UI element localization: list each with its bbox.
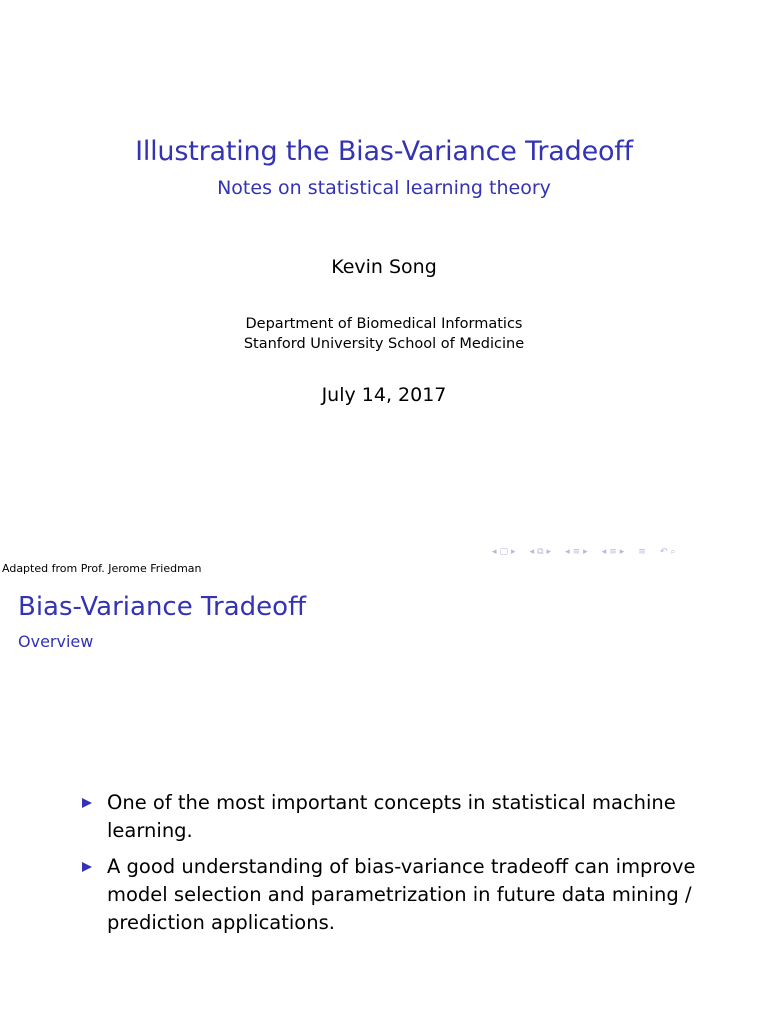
arrow-right-icon[interactable]: ▸ bbox=[619, 547, 625, 557]
arrow-right-icon[interactable]: ▸ bbox=[511, 547, 516, 557]
frame-icon[interactable]: ▢ bbox=[499, 547, 509, 557]
arrow-left-icon[interactable]: ◂ bbox=[565, 547, 570, 557]
search-icon[interactable]: ⌕ bbox=[670, 547, 676, 557]
institute-line-2: Stanford University School of Medicine bbox=[243, 336, 525, 352]
triangle-bullet-icon bbox=[82, 798, 92, 808]
institute-line-1: Department of Biomedical Informatics bbox=[245, 316, 523, 332]
author-name: Kevin Song bbox=[331, 256, 437, 278]
list-item bbox=[82, 789, 722, 845]
subsection-icon[interactable]: ⧉ bbox=[537, 547, 544, 557]
overview-slide bbox=[0, 576, 768, 1024]
navigation-bar bbox=[492, 544, 762, 560]
bullet-text: A good understanding of bias-variance tradeoff can improve model selection and parametrization in future data mining / prediction applications. bbox=[107, 855, 696, 934]
align-icon[interactable]: ≡ bbox=[638, 547, 646, 557]
footnote: Adapted from Prof. Jerome Friedman bbox=[2, 562, 202, 575]
institute bbox=[0, 314, 768, 354]
frame-title: Bias-Variance Tradeoff bbox=[18, 592, 306, 622]
arrow-left-icon[interactable]: ◂ bbox=[492, 547, 497, 557]
bullet-text: One of the most important concepts in statistical machine learning. bbox=[107, 791, 676, 842]
presentation-subtitle: Notes on statistical learning theory bbox=[217, 177, 551, 199]
arrow-left-icon[interactable]: ◂ bbox=[529, 547, 535, 557]
arrow-right-icon[interactable]: ▸ bbox=[583, 547, 588, 557]
arrow-right-icon[interactable]: ▸ bbox=[546, 547, 552, 557]
section-icon[interactable]: ≡ bbox=[609, 547, 617, 557]
triangle-bullet-icon bbox=[82, 862, 92, 872]
presentation-date: July 14, 2017 bbox=[321, 384, 447, 406]
undo-icon[interactable]: ↶ bbox=[659, 547, 668, 557]
bullet-list bbox=[82, 789, 722, 945]
arrow-left-icon[interactable]: ◂ bbox=[601, 547, 607, 557]
frame-subtitle: Overview bbox=[18, 632, 94, 651]
section-icon[interactable]: ≡ bbox=[572, 547, 581, 557]
presentation-title: Illustrating the Bias-Variance Tradeoff bbox=[135, 136, 633, 167]
list-item bbox=[82, 853, 722, 937]
